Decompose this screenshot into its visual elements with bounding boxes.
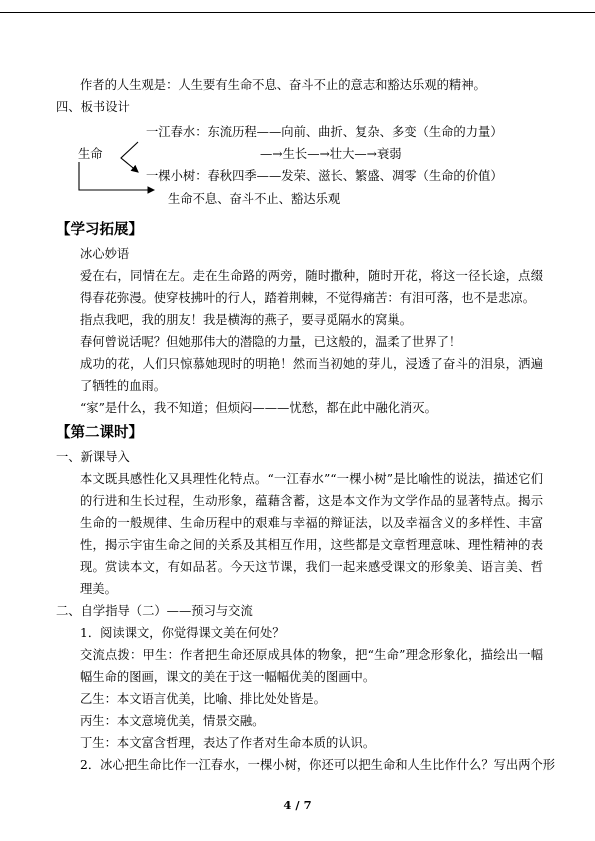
answer-ding: 丁生：本文富含哲理，表达了作者对生命本质的认识。	[80, 736, 376, 750]
poem-paragraph: 春何曾说话呢？但她那伟大的潜隐的力量，已这般的，温柔了世界了！	[80, 335, 462, 349]
poem-paragraph: 指点我吧，我的朋友！我是横海的燕子，要寻觅隔水的窝巢。	[80, 313, 413, 327]
section4-title: 四、板书设计	[56, 100, 130, 114]
board-river: 一江春水：东流历程——向前、曲折、复杂、多变（生命的力量）	[146, 125, 503, 139]
branch-arrow	[121, 142, 138, 172]
question-1: 1．阅读课文，你觉得课文美在何处？	[80, 626, 285, 640]
answer-jia: 交流点拨：甲生：作者把生命还原成具体的物象，把“生命”理念形象化，描绘出一幅幅生命的图画，课文的美在于这一幅幅优美的图画中。	[80, 648, 543, 684]
conclusion-arrow	[79, 162, 154, 190]
poem-paragraph: 成功的花，人们只惊慕她现时的明艳！然而当初她的芽儿，浸透了奋斗的泪泉，洒遍了牺牲的血雨。	[80, 357, 543, 393]
poem-title: 冰心妙语	[80, 247, 130, 261]
board-growth: —→生长—→壮大—→衰弱	[260, 147, 402, 161]
header-rule	[0, 12, 595, 13]
intro-paragraph: 本文既具感性化又具理性化特点。“一江春水”“一棵小树”是比喻性的说法，描述它们的行进和生长过程，生动形象，蕴藉含蓄，这是本文作为文学作品的显著特点。揭示生命的一般规律、生命历程中的艰难与幸福的辩证法，以及幸福含义的多样性、丰富性，揭示宇宙生命之间的关系及其相互作用，这些都是文章哲理意味、理性精神的表现。赏读本文，有如品茗。今天这节课，我们一起来感受课文的形象美、语言美、哲理美。	[80, 472, 543, 596]
intro-line: 作者的人生观是：人生要有生命不息、奋斗不止的意志和豁达乐观的精神。	[80, 78, 486, 92]
document-body	[56, 74, 556, 776]
page-number: 4 / 7	[283, 798, 312, 812]
board-life: 生命	[78, 147, 103, 161]
answer-yi: 乙生：本文语言优美，比喻、排比处处皆是。	[80, 692, 326, 706]
poem-paragraph: “家”是什么，我不知道；但烦闷———忧愁，都在此中融化消灭。	[80, 401, 437, 415]
question-2: 2．冰心把生命比作一江春水，一棵小树，你还可以把生命和人生比作什么？写出两个形	[80, 758, 556, 772]
answer-bing: 丙生：本文意境优美，情景交融。	[80, 714, 265, 728]
extension-heading: 【学习拓展】	[56, 221, 143, 238]
lesson2-heading: 【第二课时】	[56, 424, 143, 441]
board-conclusion: 生命不息、奋斗不止、豁达乐观	[168, 192, 341, 206]
poem-paragraph: 爱在右，同情在左。走在生命路的两旁，随时撒种，随时开花，将这一径长途，点缀得春花弥漫。使穿枝拂叶的行人，踏着荆棘，不觉得痛苦：有泪可落，也不是悲凉。	[80, 269, 543, 305]
section1-title: 一、新课导入	[56, 450, 130, 464]
section2-title: 二、自学指导（二）——预习与交流	[56, 604, 253, 618]
board-tree: 一棵小树：春秋四季——发荣、滋长、繁盛、凋零（生命的价值）	[146, 169, 503, 183]
board-design-diagram	[56, 120, 543, 216]
